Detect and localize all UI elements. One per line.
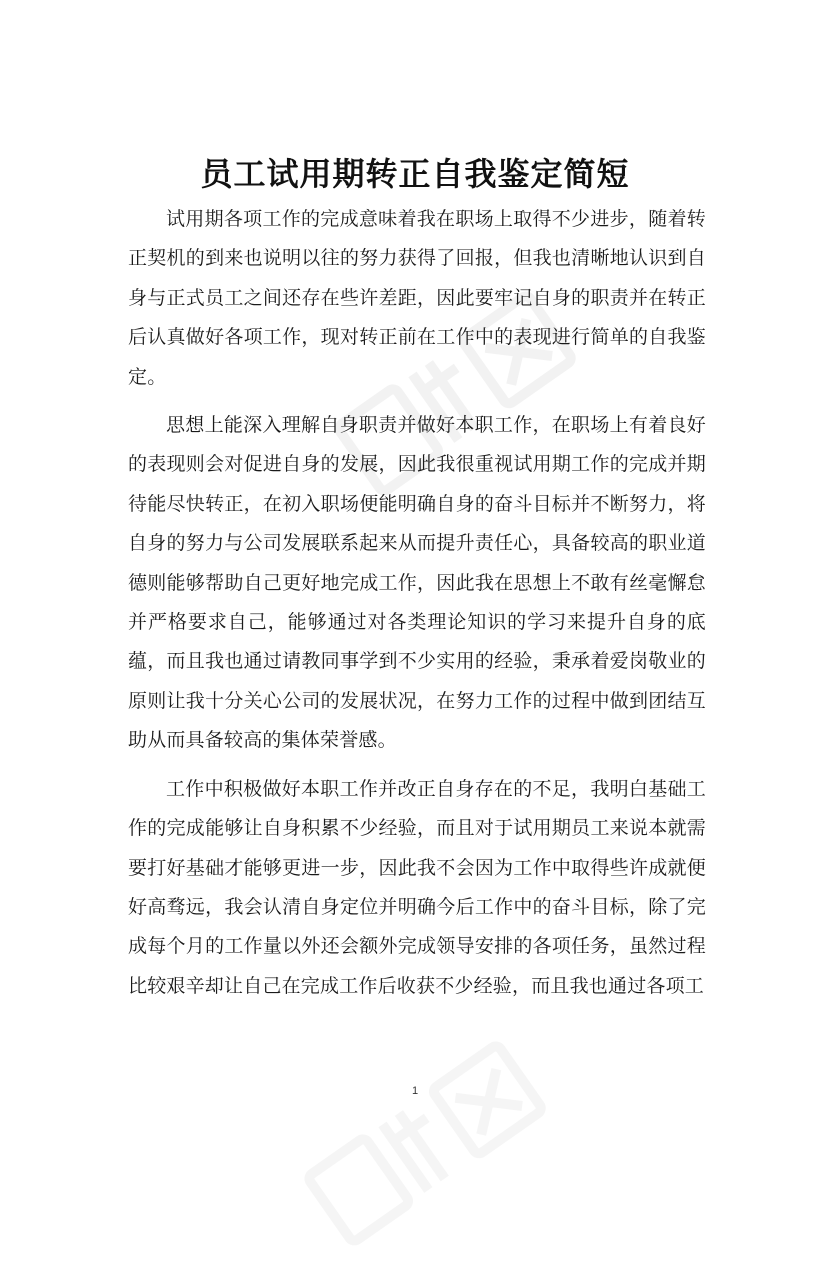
- paragraph: 试用期各项工作的完成意味着我在职场上取得不少进步，随着转正契机的到来也说明以往的努力获得了回报，但我也清晰地认识到自身与正式员工之间还存在些许差距，因此要牢记自身的职责并在转正后认真做好各项工作，现对转正前在工作中的表现进行简单的自我鉴定。: [128, 208, 706, 388]
- paragraph: 思想上能深入理解自身职责并做好本职工作，在职场上有着良好的表现则会对促进自身的发展，因此我很重视试用期工作的完成并期待能尽快转正，在初入职场便能明确自身的奋斗目标并不断努力，将自身的努力与公司发展联系起来从而提升责任心，具备较高的职业道德则能够帮助自己更好地完成工作，因此我在思想上不敢有丝毫懈怠并严格要求自己，能够通过对各类理论知识的学习来提升自身的底蕴，而且我也通过请教同事学到不少实用的经验，秉承着爱岗敬业的原则让我十分关心公司的发展状况，在努力工作的过程中做到团结互助从而具备较高的集体荣誉感。: [128, 414, 706, 752]
- document-body: [128, 200, 706, 1006]
- page-number: 1: [411, 1085, 419, 1097]
- page-title: 员工试用期转正自我鉴定简短: [200, 155, 630, 194]
- watermark-icon: [289, 1016, 571, 1263]
- paragraph: 工作中积极做好本职工作并改正自身存在的不足，我明白基础工作的完成能够让自身积累不少经验，而且对于试用期员工来说本就需要打好基础才能够更进一步，因此我不会因为工作中取得些许成就便好高骛远，我会认清自身定位并明确今后工作中的奋斗目标，除了完成每个月的工作量以外还会额外完成领导安排的各项任务，虽然过程比较艰辛却让自己在完成工作后收获不少经验，而且我也通过各项工: [128, 777, 706, 997]
